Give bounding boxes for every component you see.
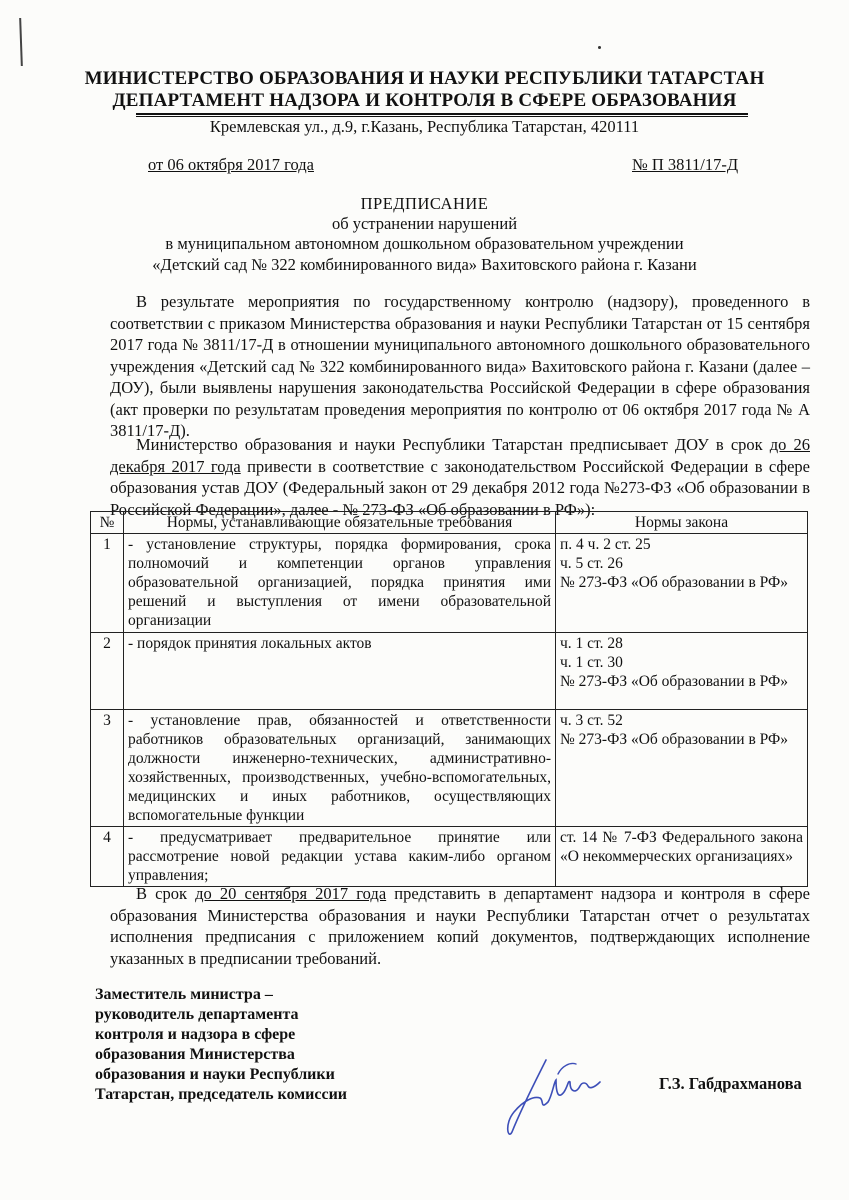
row-requirement: - предусматривает предварительное принятие или рассмотрение новой редакции устава каким-либо органом управления;	[124, 827, 556, 887]
row-number: 2	[91, 633, 124, 710]
column-header-law: Нормы закона	[556, 512, 808, 534]
law-name: № 273-ФЗ «Об образовании в РФ»	[560, 731, 789, 748]
signatory-line: контроля и надзора в сфере	[95, 1026, 296, 1043]
requirements-table	[90, 511, 808, 887]
row-requirement: - установление структуры, порядка формирования, срока полномочий и компетенции органов управления образовательной организацией, порядка принятия ими решений и выступления от имени образовательной организации	[124, 534, 556, 633]
signatory-line: Татарстан, председатель комисcии	[95, 1086, 348, 1103]
signatory-line: образования Министерства	[95, 1046, 295, 1063]
document-date: от 06 октября 2017 года	[148, 155, 314, 174]
column-header-requirement: Нормы, устанавливающие обязательные требования	[124, 512, 556, 534]
address: Кремлевская ул., д.9, г.Казань, Республика Татарстан, 420111	[209, 117, 640, 136]
column-header-num: №	[91, 512, 124, 534]
paragraph-text: представить в департамент надзора и контроля в сфере образования Министерства образования и науки Республики Татарстан отчет о результатах исполнения предписания с приложением копий документов, подтверждающих исполнение указанных в предписании требований.	[110, 884, 810, 968]
law-ref: ч. 3 ст. 52	[560, 712, 623, 729]
deadline: до 20 сентября 2017 года	[195, 884, 387, 903]
scan-dot	[598, 46, 601, 49]
department-name: ДЕПАРТАМЕНТ НАДЗОРА И КОНТРОЛЯ В СФЕРЕ ОБРАЗОВАНИЯ	[112, 90, 737, 111]
paragraph-findings: В результате мероприятия по государственному контролю (надзору), проведенного в соответствии с приказом Министерства образования и науки Республики Татарстан от 15 сентября 2017 года № 3811/17-Д в отношении муниципального автономного дошкольного образовательного учреждения «Детский сад № 322 комбинированного вида» Вахитовского района г. Казани (далее – ДОУ), были выявлены нарушения законодательства Российской Федерации в сфере образования (акт проверки по результатам проведения мероприятия по контролю от 06 октября 2017 года № А 3811/17-Д).	[110, 292, 810, 440]
ministry-name: МИНИСТЕРСТВО ОБРАЗОВАНИЯ И НАУКИ РЕСПУБЛИКИ ТАТАРСТАН	[84, 68, 765, 89]
row-number: 3	[91, 710, 124, 827]
row-law	[556, 633, 808, 710]
signer-name: Г.З. Габдрахманова	[659, 1074, 802, 1093]
handwritten-signature	[500, 1052, 610, 1142]
row-law: ст. 14 № 7-ФЗ Федерального закона «О некоммерческих организациях»	[556, 827, 808, 887]
signatory-line: Заместитель министра –	[95, 986, 273, 1003]
paragraph-text: Министерство образования и науки Республики Татарстан предписывает ДОУ в срок	[136, 435, 770, 454]
margin-mark	[19, 18, 23, 66]
header-rule	[136, 113, 748, 115]
law-ref: п. 4 ч. 2 ст. 25	[560, 536, 651, 553]
document-subtitle: об устранении нарушений	[331, 214, 518, 233]
law-name: № 273-ФЗ «Об образовании в РФ»	[560, 673, 789, 690]
law-ref: ч. 1 ст. 30	[560, 654, 623, 671]
document-subtitle-line: в муниципальном автономном дошкольном образовательном учреждении	[165, 234, 684, 253]
paragraph-text: В срок	[136, 884, 196, 903]
row-law	[556, 710, 808, 827]
law-name: № 273-ФЗ «Об образовании в РФ»	[560, 574, 789, 591]
table-row	[91, 710, 808, 827]
row-number: 1	[91, 534, 124, 633]
document-title: ПРЕДПИСАНИЕ	[360, 194, 489, 213]
paragraph-order	[110, 434, 810, 520]
paragraph-text: привести в соответствие с законодательством Российской Федерации в сфере образования устав ДОУ (Федеральный закон от 29 декабря 2012 года №273-ФЗ «Об образовании в Российской Федерации», далее - № 273-ФЗ «Об образовании в РФ»):	[110, 456, 810, 519]
document-subtitle-line: «Детский сад № 322 комбинированного вида» Вахитовского района г. Казани	[152, 255, 697, 274]
paragraph-report	[110, 883, 810, 969]
deadline: до 26 декабря 2017 года	[110, 435, 810, 476]
signatory-line: образования и науки Республики	[95, 1066, 335, 1083]
document-number: № П 3811/17-Д	[632, 155, 739, 174]
row-law	[556, 534, 808, 633]
row-number: 4	[91, 827, 124, 887]
law-ref: ч. 1 ст. 28	[560, 635, 623, 652]
table-row	[91, 633, 808, 710]
row-requirement: - установление прав, обязанностей и ответственности работников образовательных организаций, занимающих должности инженерно-технических, административно-хозяйственных, производственных, учебно-вспомогательных, медицинских и иных работников, осуществляющих вспомогательные функции	[124, 710, 556, 827]
law-ref: ч. 5 ст. 26	[560, 555, 623, 572]
signatory-line: руководитель департамента	[95, 1006, 299, 1023]
table-row	[91, 534, 808, 633]
table-row	[91, 827, 808, 887]
signatory-title	[95, 985, 347, 1105]
table-header-row	[91, 512, 808, 534]
row-requirement: - порядок принятия локальных актов	[124, 633, 556, 710]
